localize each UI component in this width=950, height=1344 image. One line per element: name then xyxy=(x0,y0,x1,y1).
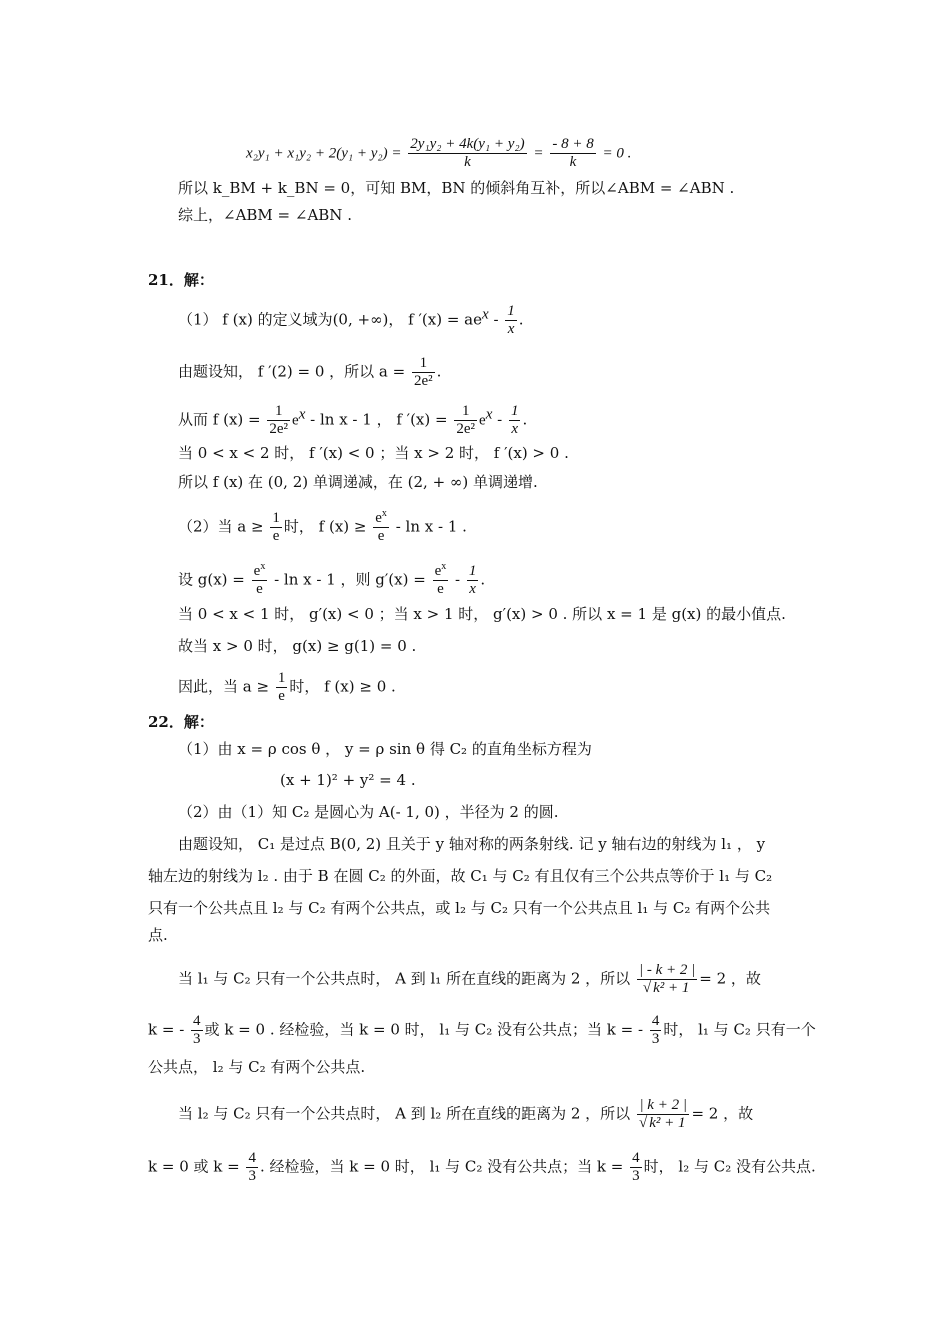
p21-monotonicity: 所以 f (x) 在 (0, 2) 单调递减，在 (2, + ∞) 单调递增. xyxy=(178,473,538,491)
p21-part1-domain: （1） f (x) 的定义域为(0, +∞)， f $'(x) = ae^x$ - $\frac{1}{x}$ . xyxy=(178,303,524,337)
p22-part1: （1）由 x = ρ cos θ ， y = ρ sin θ 得 C₂ 的直角坐标方程为 xyxy=(178,740,592,758)
p22-para-3: 只有一个公共点且 l₂ 与 C₂ 有两个公共点，或 l₂ 与 C₂ 只有一个公共点且 l₁ 与 C₂ 有两个公共 xyxy=(148,899,771,917)
eq-lhs: x₂y₁ + x₁y₂ + 2(y₁ + y₂) = xyxy=(246,145,402,162)
problem-22-title: 22．解： xyxy=(148,713,214,731)
p22-para-4: 点. xyxy=(148,926,168,944)
p21-part2-bound: （2）当 a ≥ $\frac{1}{e}$ 时， f (x) ≥ $\frac{e^x}{e}$ - ln x - 1 . xyxy=(178,508,467,544)
p22-case-l1: 当 l₁ 与 C₂ 只有一个公共点时， A 到 l₁ 所在直线的距离为 2 ，所以 $\frac{| - k + 2 |}{\text{√ k² + 1}}$ = 2 ，故 xyxy=(178,962,761,996)
fraction: $\frac{- 8 + 8}{k}$ xyxy=(552,136,594,170)
p22-case-l1-result: k = - $\frac{4}{3}$ 或 k = 0 . 经检验，当 k = 0 时， l₁ 与 C₂ 没有公共点；当 k = - $\frac{4}{3}$ 时， l₁ 与 C₂ 只有一个 xyxy=(148,1013,816,1047)
section-summary: 综上，∠ABM = ∠ABN . xyxy=(178,206,352,224)
p22-para-1: 由题设知， C₁ 是过点 B(0, 2) 且关于 y 轴对称的两条射线. 记 y 轴右边的射线为 l₁ ， y xyxy=(178,835,766,853)
p21-function-form: 从而 f (x) = $\frac{1}{\text{2e²}}$ $e^x$ - ln x - 1 ， f ′(x) = $\frac{1}{\text{2e²}}$ $e^x$ - $\frac{1}{x}$ . xyxy=(178,403,528,437)
eq-sum-line: x₂y₁ + x₁y₂ + 2(y₁ + y₂) = $\frac{\text{2y₁y₂ + 4k(y₁ + y₂)}}{k}$ = $\frac{- 8 + 8}{k}$ = 0 . xyxy=(246,136,632,170)
slope-conclusion: 所以 k_BM + k_BN = 0，可知 BM，BN 的倾斜角互补，所以∠ABM = ∠ABN . xyxy=(178,179,735,197)
p22-para-5: 公共点， l₂ 与 C₂ 有两个公共点. xyxy=(148,1058,366,1076)
p22-case-l2: 当 l₂ 与 C₂ 只有一个公共点时， A 到 l₂ 所在直线的距离为 2 ，所以 $\frac{| k + 2 |}{\text{√ k² + 1}}$ = 2 ，故 xyxy=(178,1097,754,1131)
problem-21-title: 21．解： xyxy=(148,271,214,289)
p22-part2: （2）由（1）知 C₂ 是圆心为 A(- 1, 0) ，半径为 2 的圆. xyxy=(178,803,559,821)
p21-solve-a: 由题设知， f ′(2) = 0 ，所以 a = $\frac{1}{\text{2e²}}$ . xyxy=(178,355,442,389)
p22-para-2: 轴左边的射线为 l₂ . 由于 B 在圆 C₂ 的外面，故 C₁ 与 C₂ 有且仅有三个公共点等价于 l₁ 与 C₂ xyxy=(148,867,773,885)
p21-g-nonneg: 故当 x > 0 时， g(x) ≥ g(1) = 0 . xyxy=(178,637,417,655)
p21-conclusion: 因此，当 a ≥ $\frac{1}{e}$ 时， f (x) ≥ 0 . xyxy=(178,670,396,704)
p21-sign-analysis: 当 0 < x < 2 时， f ′(x) < 0 ；当 x > 2 时， f ′(x) > 0 . xyxy=(178,444,569,462)
p22-circle-eq: (x + 1)² + y² = 4 . xyxy=(280,771,416,789)
p22-case-l2-result: k = 0 或 k = $\frac{4}{3}$ . 经检验，当 k = 0 时， l₁ 与 C₂ 没有公共点；当 k = $\frac{4}{3}$ 时， l₂ 与 C₂ 没有公共点. xyxy=(148,1150,816,1184)
fraction: $\frac{\text{2y₁y₂ + 4k(y₁ + y₂)}}{k}$ xyxy=(410,136,525,170)
p21-g-min: 当 0 < x < 1 时， g′(x) < 0 ；当 x > 1 时， g′(x) > 0 . 所以 x = 1 是 g(x) 的最小值点. xyxy=(178,605,786,623)
p21-define-g: 设 g(x) = $\frac{e^x}{e}$ - ln x - 1 ，则 g′(x) = $\frac{e^x}{e}$ - $\frac{1}{x}$ . xyxy=(178,561,486,597)
